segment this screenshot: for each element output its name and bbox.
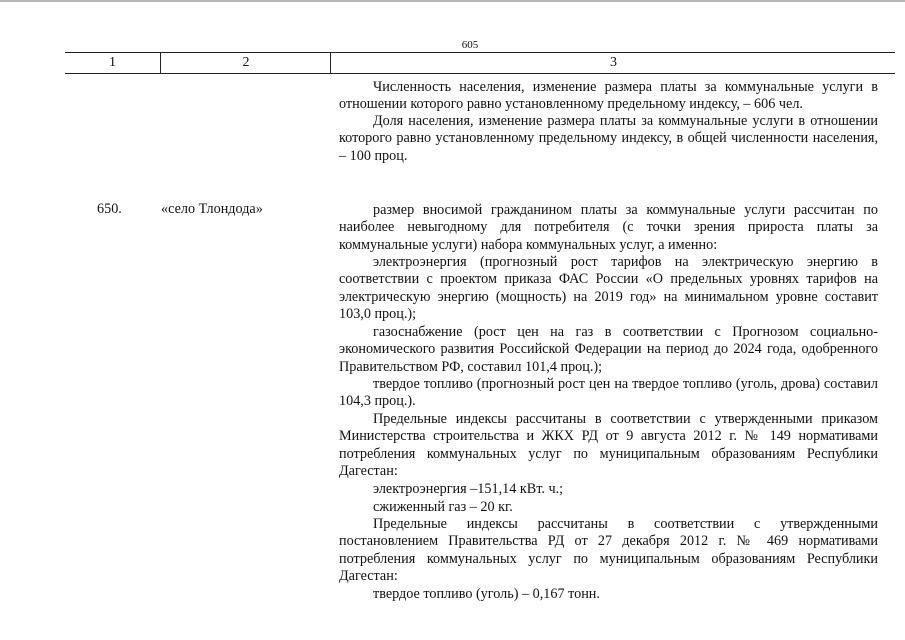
column-2-header: 2 xyxy=(160,53,331,73)
population-share-text: Доля населения, изменение размера платы за коммунальные услуги в отношении которого равно установленному предельному индексу, в общей численности населения, – 100 проц. xyxy=(339,113,878,164)
liquefied-gas-norm-line: сжиженный газ – 20 кг. xyxy=(373,499,513,515)
electricity-paragraph xyxy=(339,254,878,324)
indices-order-149-paragraph xyxy=(339,411,878,481)
solid-fuel-text: твердое топливо (прогнозный рост цен на твердое топливо (уголь, дрова) составил 104,3 проц.). xyxy=(339,376,878,410)
page-number: 605 xyxy=(461,39,479,51)
solid-fuel-paragraph xyxy=(339,376,878,411)
population-count-paragraph xyxy=(339,79,878,114)
population-share-paragraph xyxy=(339,113,878,165)
payment-basis-text: размер вносимой гражданином платы за коммунальные услуги рассчитан по наиболее невыгодному для потребителя (с точки зрения прироста платы за коммунальные услуги) набора коммунальных услуг, а именно: xyxy=(339,202,878,253)
gas-supply-text: газоснабжение (рост цен на газ в соответствии с Прогнозом социально-экономического развития Российской Федерации на период до 2024 года, одобренного Правительством РФ, составил 101,4 проц.); xyxy=(339,324,878,375)
population-count-text: Численность населения, изменение размера платы за коммунальные услуги в отношении которого равно установленному предельному индексу, – 606 чел. xyxy=(339,79,878,113)
gas-supply-paragraph xyxy=(339,324,878,376)
electricity-text: электроэнергия (прогнозный рост тарифов на электрическую энергию в соответствии с проектом приказа ФАС России «О предельных уровнях тарифов на электрическую энергию (мощность) на 2019 год» на минимальном уровне составит 103,0 проц.); xyxy=(339,254,878,323)
payment-basis-paragraph xyxy=(339,202,878,254)
indices-order-149-text: Предельные индексы рассчитаны в соответствии с утвержденными приказом Министерства строительства и ЖКХ РД от 9 августа 2012 г. № 149 нормативами потребления коммунальных услуг по муниципальным образованиям Республики Дагестан: xyxy=(339,411,878,480)
coal-norm-line: твердое топливо (уголь) – 0,167 тонн. xyxy=(373,586,600,602)
row-number: 650. xyxy=(97,201,122,217)
electricity-norm-line: электроэнергия –151,14 кВт. ч.; xyxy=(373,481,564,497)
indices-decree-469-text: Предельные индексы рассчитаны в соответствии с утвержденными постановлением Правительства РД от 27 декабря 2012 г. № 469 нормативами потребления коммунальных услуг по муниципальным образованиям Республики Дагестан: xyxy=(339,516,878,585)
indices-decree-469-paragraph xyxy=(339,516,878,586)
top-scan-border xyxy=(0,0,905,2)
settlement-name: «село Тлондода» xyxy=(161,201,263,217)
table-column-header xyxy=(65,52,895,74)
column-1-header: 1 xyxy=(109,55,116,70)
column-3-header: 3 xyxy=(330,53,896,73)
